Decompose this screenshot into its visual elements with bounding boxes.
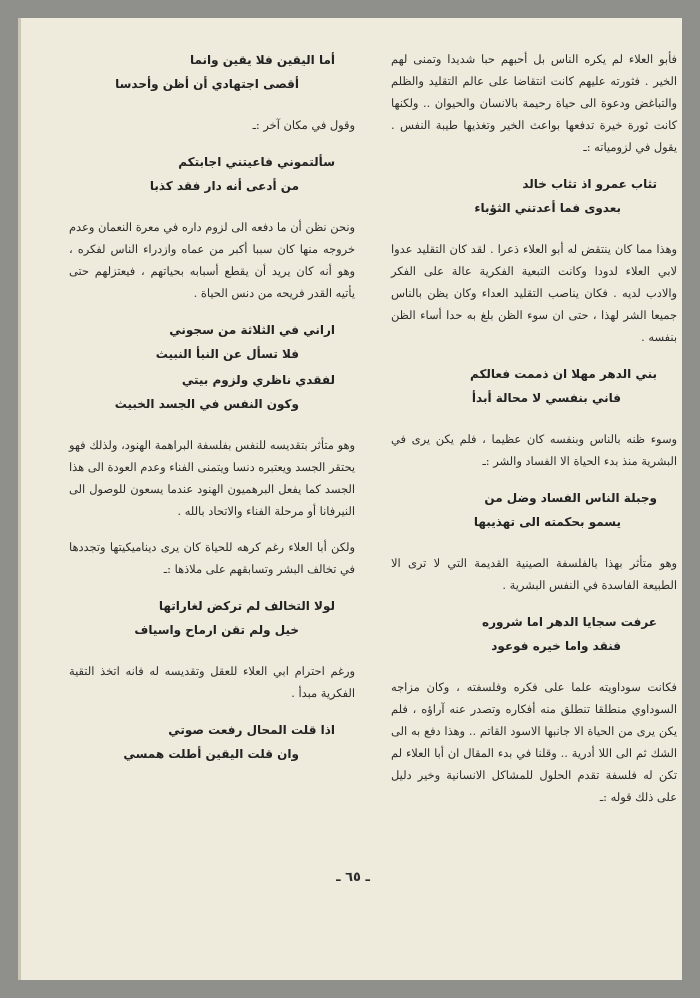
- verse-line-2: خيل ولم تقن ارماح واسياف: [134, 623, 299, 637]
- verse-line-2: فلا تسأل عن النبأ النبيث: [155, 347, 299, 361]
- verse-line-1: بني الدهر مهلا ان ذممت فعالكم: [470, 367, 657, 381]
- verse: [391, 610, 677, 658]
- verse-line-1: سألتموني فاعيتني اجابتكم: [178, 155, 335, 169]
- paragraph: ونحن نظن أن ما دفعه الى لزوم داره في معرة النعمان وعدم خروجه منها كان سببا أكبر من عماه وازدراء الناس لفكره ، وهو أنه كان يريد أن يقطع أسبابه بحياتهم ، فيعتزلهم حتى يأتيه القدر فريحه من دنس الحياة .: [69, 220, 355, 300]
- verse-line-1: أما اليقين فلا يقين وانما: [189, 53, 335, 67]
- paragraph: وهذا مما كان ينتقض له أبو العلاء ذعرا . لقد كان التقليد عدوا لابي العلاء لدودا وكانت التبعية الفكرية عالة على الفكر والادب لديه . فكان يناصب التقليد العداء وكان يظن بالناس جميعا الشر لهذا ، حتى ان سوء الظن بلغ به حدا أساء الظن بنفسه .: [391, 242, 677, 344]
- verse: [391, 486, 677, 534]
- verse-line-1: وجبلة الناس الفساد وضل من: [484, 491, 657, 505]
- book-page: [18, 18, 682, 980]
- page-number: ـ ٦٥ ـ: [336, 870, 370, 885]
- left-column: [69, 48, 355, 784]
- verse-line-2: فاني بنفسي لا محالة أبدأ: [471, 391, 621, 405]
- right-column: [391, 48, 677, 822]
- verse-line-2: وكون النفس في الجسد الخبيث: [114, 397, 299, 411]
- paragraph: فأبو العلاء لم يكره الناس بل أحبهم حبا شديدا وتمنى لهم الخير . فثورته عليهم كانت انتقاضا على عالم التقليد والظلم والتباغض ودعوة الى حياة رحيمة بالانسان والحيوان .. ولكنها كانت ثورة خيرة تدفعها بواعث الخير وتغذيها طيبة النفس . يقول في لزومياته :ـ: [391, 52, 677, 154]
- verse: [69, 318, 355, 366]
- verse-line-2: من أدعى أنه دار فقد كذبا: [149, 179, 299, 193]
- verse: [391, 362, 677, 410]
- verse: [69, 368, 355, 416]
- paragraph: فكانت سوداويته علما على فكره وفلسفته ، وكان مزاجه السوداوي منطلقا تنطلق منه أفكاره وتصدر عنه آراؤه ، فلم يكن يرى من الحياة الا جانبها الاسود القاتم .. وهذا دفع به الى الشك ثم الى اللا أدرية .. وقلنا في بدء المقال ان أبا العلاء لم تكن له فلسفة تقدم الحلول للمشاكل الانسانية وخير دليل على ذلك قوله :ـ: [391, 680, 677, 804]
- verse: [69, 594, 355, 642]
- verse-line-2: وان قلت اليقين أطلت همسي: [123, 747, 299, 761]
- paragraph: وهو متأثر بتقديسه للنفس بفلسفة البراهمة الهنود، ولذلك فهو يحتقر الجسد ويعتبره دنسا ويتمنى الفناء وعدم العودة الى هذا الجسد كما يفعل البرهميون الهنود عندما يسعون للوصول الى النيرفانا أو مرحلة الفناء والاتحاد بالله .: [69, 438, 355, 518]
- verse-line-1: تثاب عمرو اذ تثاب خالد: [522, 177, 657, 191]
- verse-line-2: يسمو بحكمته الى تهذيبها: [473, 515, 621, 529]
- verse: [69, 718, 355, 766]
- verse-line-2: بعدوى فما أعدتني الثؤباء: [474, 201, 621, 215]
- verse-line-1: اذا قلت المحال رفعت صوتي: [168, 723, 335, 737]
- paragraph: وقول في مكان آخر :ـ: [252, 118, 355, 132]
- verse-line-1: اراني في الثلاثة من سجوني: [169, 323, 335, 337]
- verse: [391, 172, 677, 220]
- verse-line-1: لولا التخالف لم تركض لغاراتها: [158, 599, 335, 613]
- verse-line-1: عرفت سجايا الدهر اما شروره: [481, 615, 657, 629]
- verse-line-2: أقصى اجتهادي أن أظن وأحدسا: [115, 77, 299, 91]
- paragraph: ولكن أبا العلاء رغم كرهه للحياة كان يرى ديناميكيتها وتجددها في تخالف البشر وتسابقهم على ملاذها :ـ: [69, 540, 355, 576]
- verse-line-1: لفقدي ناظري ولزوم بيتي: [181, 373, 335, 387]
- paragraph: ورغم احترام ابي العلاء للعقل وتقديسه له فانه اتخذ التقية الفكرية مبدأ .: [69, 664, 355, 700]
- paragraph: وهو متأثر بهذا بالفلسفة الصينية القديمة التي لا ترى الا الطبيعة الفاسدة في النفس البشرية .: [391, 556, 677, 592]
- paragraph: وسوء ظنه بالناس وبنفسه كان عظيما ، فلم يكن يرى في البشرية منذ بدء الحياة الا الفساد والشر :ـ: [391, 432, 677, 468]
- verse: [69, 150, 355, 198]
- verse: [69, 48, 355, 96]
- verse-line-2: فنقد واما خيره فوعود: [491, 639, 621, 653]
